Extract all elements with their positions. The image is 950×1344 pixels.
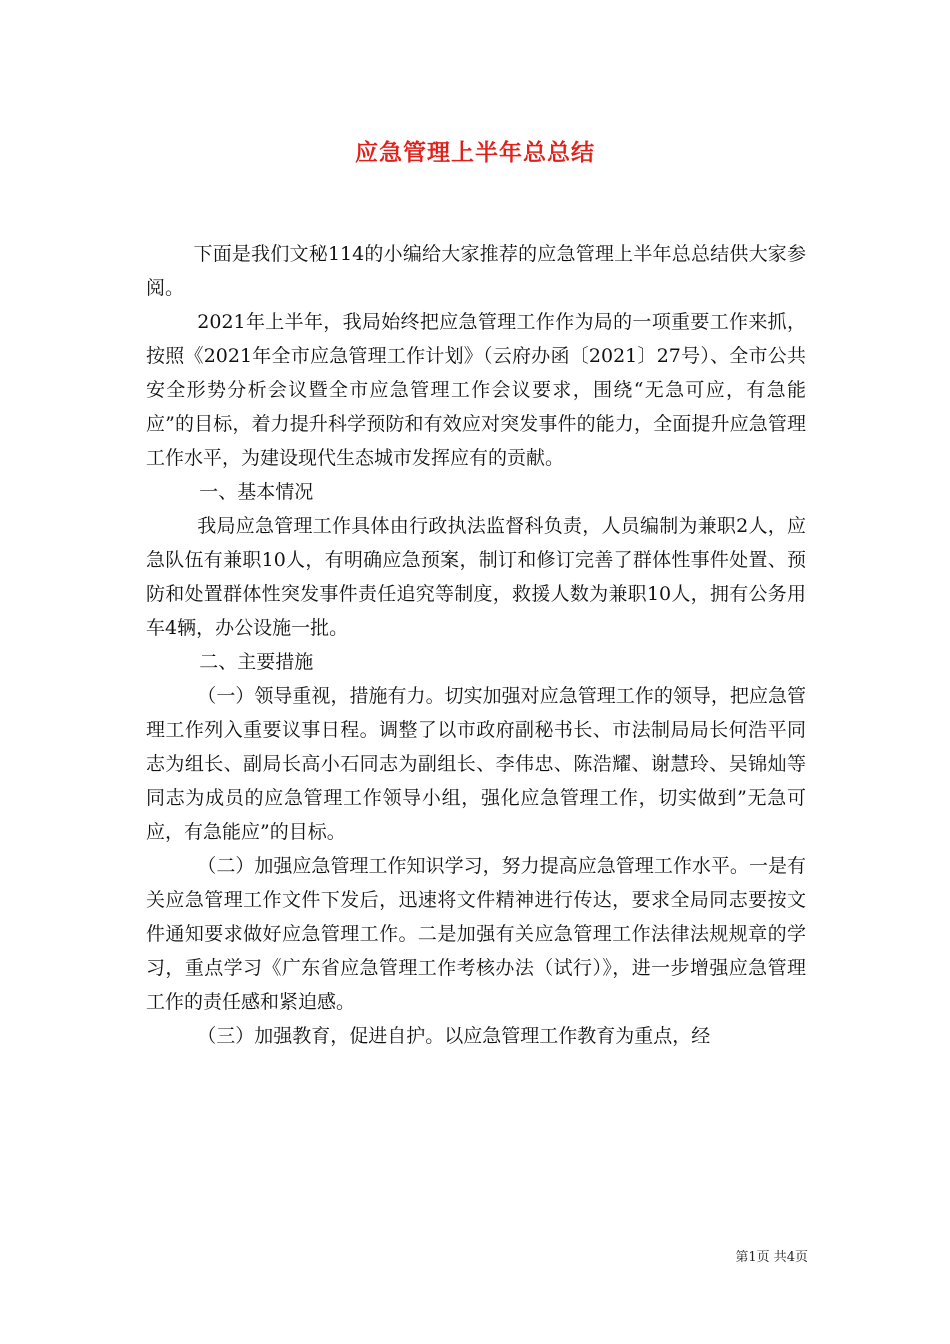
paragraph-measure-1: （一）领导重视，措施有力。切实加强对应急管理工作的领导，把应急管理工作列入重要议事日程。调整了以市政府副秘书长、市法制局局长何浩平同志为组长、副局长高小石同志为副组长、李伟忠、陈浩耀、谢慧玲、吴锦灿等同志为成员的应急管理工作领导小组，强化应急管理工作，切实做到”无急可应，有急能应”的目标。: [146, 685, 806, 843]
paragraph-measure-2: （二）加强应急管理工作知识学习，努力提高应急管理工作水平。一是有关应急管理工作文件下发后，迅速将文件精神进行传达，要求全局同志要按文件通知要求做好应急管理工作。二是加强有关应急管理工作法律法规规章的学习，重点学习《广东省应急管理工作考核办法（试行）》，进一步增强应急管理工作的责任感和紧迫感。: [146, 855, 806, 1013]
paragraph-overview: 2021年上半年，我局始终把应急管理工作作为局的一项重要工作来抓，按照《2021年全市应急管理工作计划》（云府办函〔2021〕27号）、全市公共安全形势分析会议暨全市应急管理工作会议要求，围绕“无急可应，有急能应”的目标，着力提升科学预防和有效应对突发事件的能力，全面提升应急管理工作水平，为建设现代生态城市发挥应有的贡献。: [146, 311, 806, 469]
document-title: 应急管理上半年总总结: [355, 139, 595, 166]
paragraph-intro: 下面是我们文秘114的小编给大家推荐的应急管理上半年总总结供大家参阅。: [146, 243, 806, 299]
page-number-footer: 第1页 共4页: [735, 1250, 808, 1265]
document-body: [146, 237, 806, 1053]
section-heading-main-measures: 二、主要措施: [199, 651, 314, 673]
paragraph-basic-situation: 我局应急管理工作具体由行政执法监督科负责，人员编制为兼职2人，应急队伍有兼职10人，有明确应急预案，制订和修订完善了群体性事件处置、预防和处置群体性突发事件责任追究等制度，救援人数为兼职10人，拥有公务用车4辆，办公设施一批。: [146, 515, 806, 639]
paragraph-measure-3: （三）加强教育，促进自护。以应急管理工作教育为重点，经: [197, 1025, 711, 1047]
section-heading-basic-situation: 一、基本情况: [199, 481, 314, 503]
